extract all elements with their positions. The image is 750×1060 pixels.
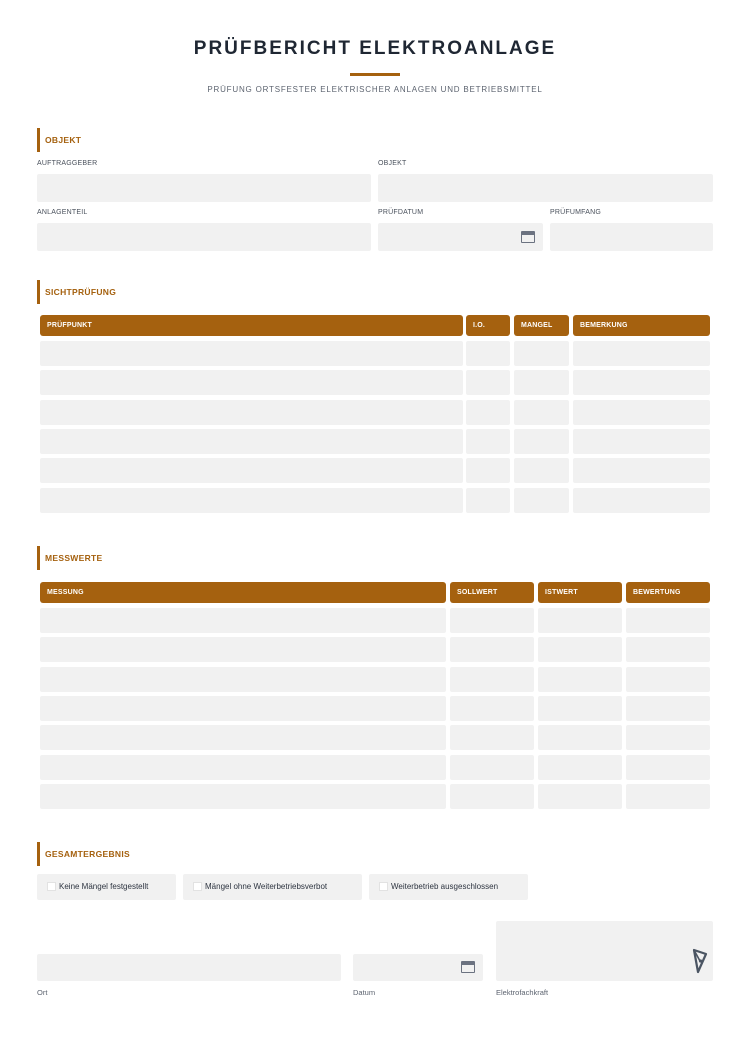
section-heading-gesamtergebnis: GESAMTERGEBNIS <box>37 842 130 866</box>
option-label: Mängel ohne Weiterbetriebsverbot <box>205 882 328 891</box>
calendar-icon[interactable] <box>521 231 535 243</box>
table-cell[interactable] <box>466 488 510 513</box>
table-cell[interactable] <box>538 696 622 721</box>
page-title: PRÜFBERICHT ELEKTROANLAGE <box>193 38 557 59</box>
table-cell[interactable] <box>40 370 463 395</box>
pruefdatum-field[interactable] <box>378 223 543 251</box>
column-header-bemerkung: BEMERKUNG <box>573 315 710 336</box>
table-cell[interactable] <box>538 755 622 780</box>
column-header-sollwert: SOLLWERT <box>450 582 534 603</box>
table-cell[interactable] <box>40 755 446 780</box>
table-cell[interactable] <box>450 608 534 633</box>
table-cell[interactable] <box>626 755 710 780</box>
ort-label: Ort <box>37 988 48 997</box>
table-cell[interactable] <box>40 400 463 425</box>
checkbox[interactable] <box>193 882 202 891</box>
table-cell[interactable] <box>514 458 569 483</box>
anlagenteil-label: ANLAGENTEIL <box>37 209 88 216</box>
table-cell[interactable] <box>450 755 534 780</box>
table-cell[interactable] <box>40 488 463 513</box>
table-cell[interactable] <box>538 784 622 809</box>
objekt-field[interactable] <box>378 174 713 202</box>
table-cell[interactable] <box>40 637 446 662</box>
table-cell[interactable] <box>626 725 710 750</box>
table-cell[interactable] <box>40 667 446 692</box>
table-cell[interactable] <box>40 608 446 633</box>
table-cell[interactable] <box>538 608 622 633</box>
table-cell[interactable] <box>450 637 534 662</box>
option-keine-maengel[interactable] <box>37 874 176 900</box>
option-maengel-ohne-verbot[interactable] <box>183 874 362 900</box>
datum-field[interactable] <box>353 954 483 981</box>
pen-nib-icon <box>692 948 708 974</box>
column-header-messung: MESSUNG <box>40 582 446 603</box>
table-cell[interactable] <box>514 488 569 513</box>
auftraggeber-label: AUFTRAGGEBER <box>37 160 98 167</box>
table-cell[interactable] <box>514 400 569 425</box>
table-cell[interactable] <box>450 696 534 721</box>
table-cell[interactable] <box>40 429 463 454</box>
anlagenteil-field[interactable] <box>37 223 371 251</box>
pruefumfang-label: PRÜFUMFANG <box>550 209 601 216</box>
table-cell[interactable] <box>573 341 710 366</box>
section-heading-objekt: OBJEKT <box>37 128 81 152</box>
table-cell[interactable] <box>514 341 569 366</box>
elektrofachkraft-label: Elektrofachkraft <box>496 988 549 997</box>
table-cell[interactable] <box>538 725 622 750</box>
table-cell[interactable] <box>450 667 534 692</box>
table-cell[interactable] <box>450 784 534 809</box>
table-cell[interactable] <box>466 458 510 483</box>
pruefumfang-field[interactable] <box>550 223 713 251</box>
column-header-io: I.O. <box>466 315 510 336</box>
table-cell[interactable] <box>466 341 510 366</box>
title-divider <box>350 73 400 76</box>
table-cell[interactable] <box>626 696 710 721</box>
table-cell[interactable] <box>40 458 463 483</box>
table-cell[interactable] <box>626 608 710 633</box>
table-cell[interactable] <box>626 637 710 662</box>
section-heading-sichtpruefung: SICHTPRÜFUNG <box>37 280 116 304</box>
datum-label: Datum <box>353 988 376 997</box>
table-cell[interactable] <box>40 725 446 750</box>
table-cell[interactable] <box>466 400 510 425</box>
signature-pad[interactable] <box>496 921 713 981</box>
table-cell[interactable] <box>626 667 710 692</box>
option-label: Weiterbetrieb ausgeschlossen <box>391 882 499 891</box>
table-cell[interactable] <box>573 429 710 454</box>
table-cell[interactable] <box>466 370 510 395</box>
table-cell[interactable] <box>538 667 622 692</box>
table-cell[interactable] <box>40 341 463 366</box>
column-header-mangel: MANGEL <box>514 315 569 336</box>
objekt-label: OBJEKT <box>378 160 407 167</box>
page-subtitle: PRÜFUNG ORTSFESTER ELEKTRISCHER ANLAGEN UND BETRIEBSMITTEL <box>207 85 543 94</box>
auftraggeber-field[interactable] <box>37 174 371 202</box>
column-header-pruefpunkt: PRÜFPUNKT <box>40 315 463 336</box>
table-cell[interactable] <box>573 458 710 483</box>
table-cell[interactable] <box>40 696 446 721</box>
table-cell[interactable] <box>538 637 622 662</box>
option-label: Keine Mängel festgestellt <box>59 882 149 891</box>
column-header-bewertung: BEWERTUNG <box>626 582 710 603</box>
table-cell[interactable] <box>514 429 569 454</box>
checkbox[interactable] <box>379 882 388 891</box>
table-cell[interactable] <box>450 725 534 750</box>
pruefdatum-label: PRÜFDATUM <box>378 209 424 216</box>
column-header-istwert: ISTWERT <box>538 582 622 603</box>
option-weiterbetrieb-ausgeschlossen[interactable] <box>369 874 528 900</box>
table-cell[interactable] <box>573 370 710 395</box>
ort-field[interactable] <box>37 954 341 981</box>
section-heading-messwerte: MESSWERTE <box>37 546 102 570</box>
table-cell[interactable] <box>514 370 569 395</box>
table-cell[interactable] <box>573 488 710 513</box>
table-cell[interactable] <box>573 400 710 425</box>
checkbox[interactable] <box>47 882 56 891</box>
calendar-icon[interactable] <box>461 961 475 973</box>
table-cell[interactable] <box>626 784 710 809</box>
table-cell[interactable] <box>40 784 446 809</box>
table-cell[interactable] <box>466 429 510 454</box>
